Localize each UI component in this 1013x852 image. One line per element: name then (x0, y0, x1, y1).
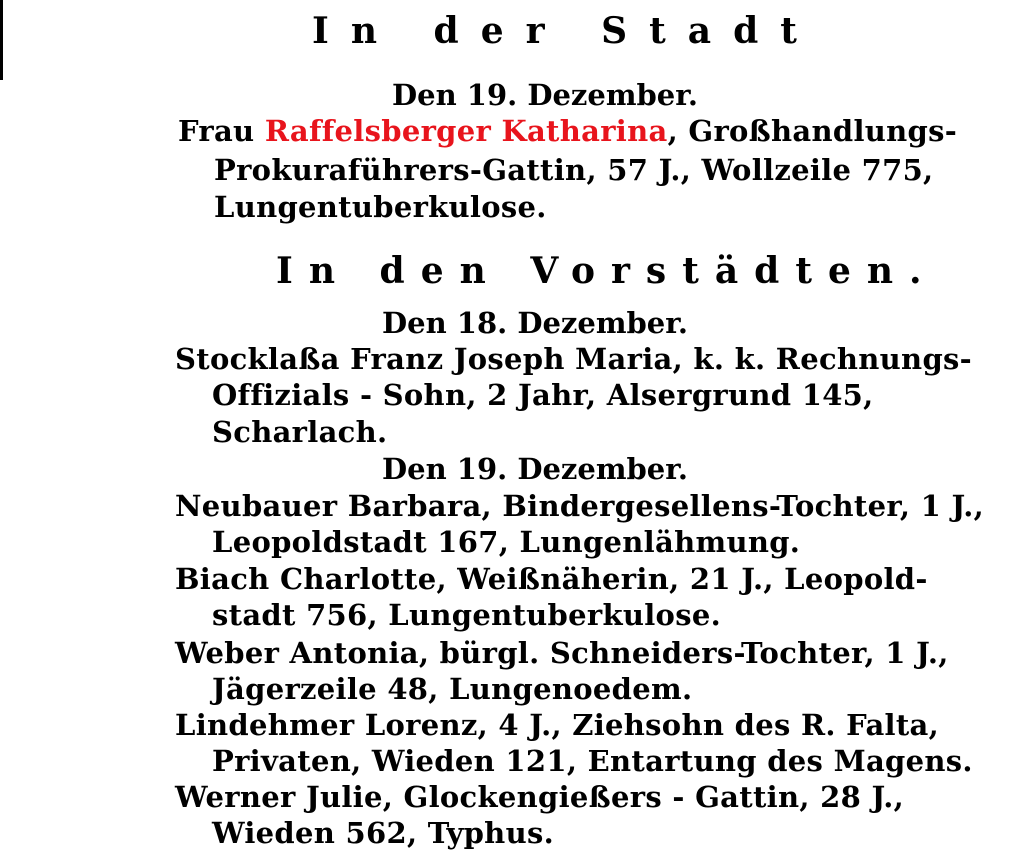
heading-in-den-vorstaedten: In den Vorstädten. (276, 250, 938, 292)
entry-weber-line2: Jägerzeile 48, Lungenoedem. (212, 672, 693, 706)
entry-stocklassa-line1: Stocklaßa Franz Joseph Maria, k. k. Rechnungs- (175, 342, 972, 376)
entry-raffelsberger-line2: Prokuraführers-Gattin, 57 J., Wollzeile 775, (214, 153, 934, 187)
highlighted-name: Raffelsberger Katharina (264, 114, 668, 148)
entry-raffelsberger-line1 (178, 114, 957, 148)
entry-lindehmer-line2: Privaten, Wieden 121, Entartung des Magens. (212, 744, 973, 778)
entry-neubauer-line1: Neubauer Barbara, Bindergesellens-Tochter, 1 J., (175, 489, 985, 523)
date-suburbs-19: Den 19. Dezember. (382, 452, 688, 486)
date-city: Den 19. Dezember. (392, 78, 698, 112)
entry-neubauer-line2: Leopoldstadt 167, Lungenlähmung. (212, 525, 801, 559)
entry-biach-line1: Biach Charlotte, Weißnäherin, 21 J., Leopold- (175, 562, 928, 596)
date-suburbs-18: Den 18. Dezember. (382, 306, 688, 340)
entry-line1-rest: , Großhandlungs- (667, 114, 958, 148)
entry-raffelsberger-line3: Lungentuberkulose. (214, 190, 547, 224)
entry-weber-line1: Weber Antonia, bürgl. Schneiders-Tochter, 1 J., (175, 636, 949, 670)
entry-biach-line2: stadt 756, Lungentuberkulose. (212, 598, 721, 632)
entry-lindehmer-line1: Lindehmer Lorenz, 4 J., Ziehsohn des R. Falta, (175, 708, 940, 742)
entry-prefix: Frau (178, 114, 265, 148)
entry-werner-line1: Werner Julie, Glockengießers - Gattin, 28 J., (175, 780, 905, 814)
heading-in-der-stadt: In der Stadt (312, 10, 819, 52)
entry-werner-line2: Wieden 562, Typhus. (212, 816, 554, 850)
column-rule (0, 0, 3, 80)
entry-stocklassa-line2: Offizials - Sohn, 2 Jahr, Alsergrund 145, (212, 378, 874, 412)
entry-stocklassa-line3: Scharlach. (212, 415, 388, 449)
